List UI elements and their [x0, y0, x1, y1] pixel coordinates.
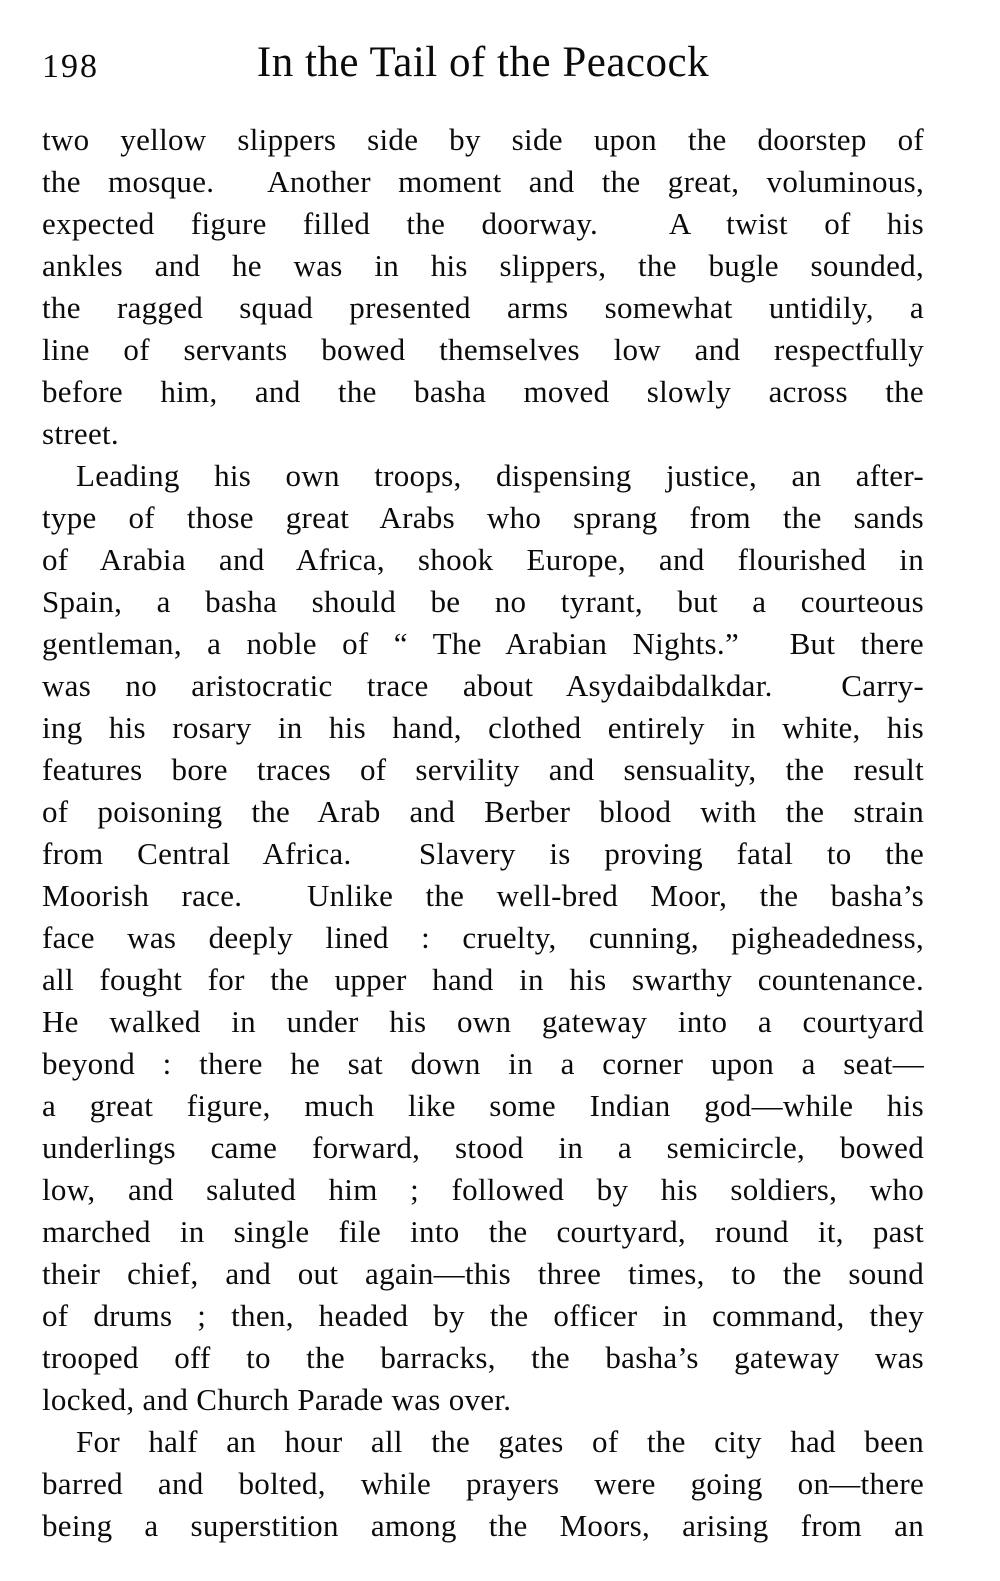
text-line: being a superstition among the Moors, arising from an: [42, 1508, 924, 1543]
text-line: street.: [42, 416, 119, 451]
text-line: before him, and the basha moved slowly across the: [42, 374, 924, 409]
text-line: barred and bolted, while prayers were going on—there: [42, 1466, 924, 1501]
page-title: In the Tail of the Peacock: [256, 39, 710, 86]
text-line: gentleman, a noble of “ The Arabian Nights.” But there: [42, 626, 924, 661]
page-number: 198: [42, 48, 99, 85]
text-line: underlings came forward, stood in a semicircle, bowed: [42, 1130, 924, 1165]
text-line: of Arabia and Africa, shook Europe, and flourished in: [42, 542, 924, 577]
text-line: from Central Africa. Slavery is proving fatal to the: [42, 836, 924, 871]
text-line: He walked in under his own gateway into a courtyard: [42, 1004, 924, 1039]
text-line: locked, and Church Parade was over.: [42, 1382, 512, 1417]
text-line: the ragged squad presented arms somewhat untidily, a: [42, 290, 924, 325]
paragraph: [42, 1421, 924, 1547]
text-line: two yellow slippers side by side upon the doorstep of: [42, 122, 924, 157]
text-line: all fought for the upper hand in his swarthy countenance.: [42, 962, 924, 997]
text-line: beyond : there he sat down in a corner upon a seat—: [42, 1046, 924, 1081]
text-line: the mosque. Another moment and the great, voluminous,: [42, 164, 924, 199]
text-line: Spain, a basha should be no tyrant, but a courteous: [42, 584, 924, 619]
text-line: marched in single file into the courtyard, round it, past: [42, 1214, 924, 1249]
text-line: For half an hour all the gates of the city had been: [76, 1424, 924, 1459]
text-line: was no aristocratic trace about Asydaibdalkdar. Carry-: [42, 668, 924, 703]
text-line: line of servants bowed themselves low and respectfully: [42, 332, 924, 367]
text-line: expected figure filled the doorway. A twist of his: [42, 206, 924, 241]
text-line: low, and saluted him ; followed by his soldiers, who: [42, 1172, 924, 1207]
running-header: [42, 38, 924, 90]
text-line: trooped off to the barracks, the basha’s gateway was: [42, 1340, 924, 1375]
text-line: a great figure, much like some Indian god—while his: [42, 1088, 924, 1123]
paragraph: [42, 455, 924, 1421]
text-line: of poisoning the Arab and Berber blood with the strain: [42, 794, 924, 829]
text-line: ing his rosary in his hand, clothed entirely in white, his: [42, 710, 924, 745]
text-line: Leading his own troops, dispensing justice, an after-: [76, 458, 924, 493]
text-line: of drums ; then, headed by the officer in command, they: [42, 1298, 924, 1333]
text-line: type of those great Arabs who sprang from the sands: [42, 500, 924, 535]
text-line: their chief, and out again—this three times, to the sound: [42, 1256, 924, 1291]
page-body: [42, 119, 924, 1547]
text-line: features bore traces of servility and sensuality, the result: [42, 752, 924, 787]
paragraph: [42, 119, 924, 455]
text-line: face was deeply lined : cruelty, cunning, pigheadedness,: [42, 920, 924, 955]
text-line: Moorish race. Unlike the well-bred Moor, the basha’s: [42, 878, 924, 913]
text-line: ankles and he was in his slippers, the bugle sounded,: [42, 248, 924, 283]
